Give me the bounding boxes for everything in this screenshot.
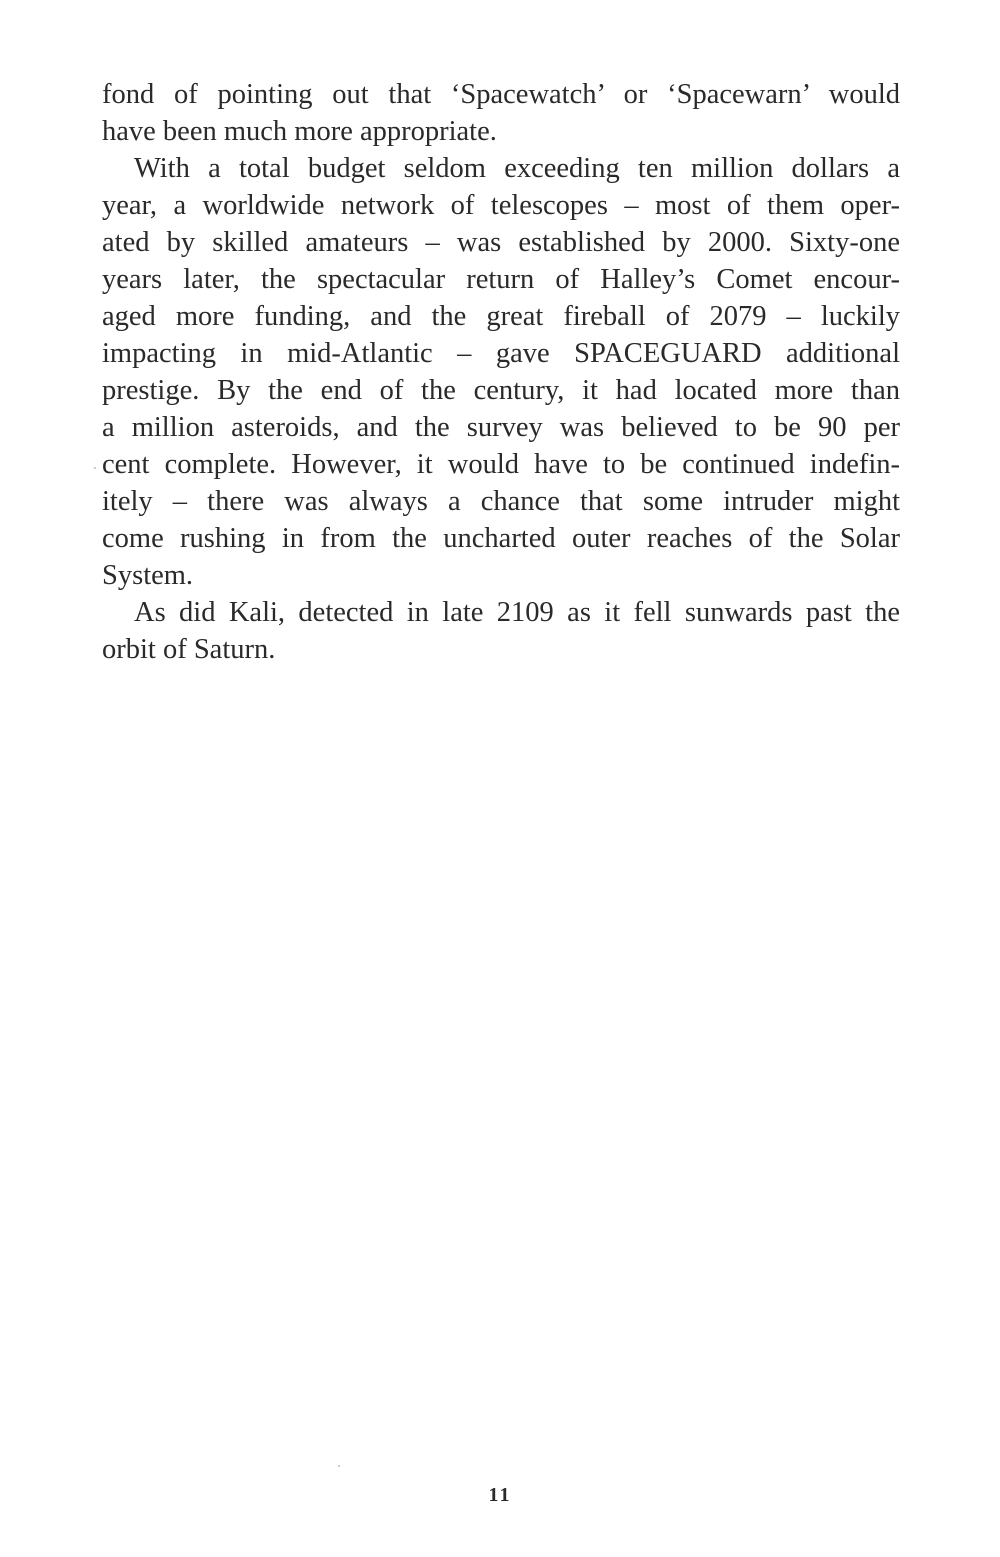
scan-speck bbox=[338, 1465, 340, 1467]
text-line: cent complete. However, it would have to be continued indefin- bbox=[102, 449, 900, 480]
text-line: year, a worldwide network of telescopes – most of them oper- bbox=[102, 190, 900, 221]
text-line: come rushing in from the uncharted outer reaches of the Solar bbox=[102, 523, 900, 554]
text-line: System. bbox=[102, 560, 194, 591]
text-line: orbit of Saturn. bbox=[102, 634, 276, 665]
scan-speck bbox=[94, 467, 96, 469]
text-line: fond of pointing out that ‘Spacewatch’ or ‘Spacewarn’ would bbox=[102, 79, 900, 110]
text-line: prestige. By the end of the century, it had located more than bbox=[102, 375, 900, 406]
text-line: As did Kali, detected in late 2109 as it fell sunwards past the bbox=[134, 597, 900, 628]
text-line: have been much more appropriate. bbox=[102, 116, 497, 147]
text-line: impacting in mid-Atlantic – gave SPACEGUARD additional bbox=[102, 338, 900, 369]
text-line: ated by skilled amateurs – was established by 2000. Sixty-one bbox=[102, 227, 900, 258]
body-text bbox=[102, 76, 900, 668]
text-line: a million asteroids, and the survey was believed to be 90 per bbox=[102, 412, 900, 443]
text-line: years later, the spectacular return of Halley’s Comet encour- bbox=[102, 264, 900, 295]
text-line: itely – there was always a chance that some intruder might bbox=[102, 486, 900, 517]
text-line: aged more funding, and the great fireball of 2079 – luckily bbox=[102, 301, 900, 332]
page-number: 11 bbox=[488, 1484, 512, 1506]
text-line: With a total budget seldom exceeding ten million dollars a bbox=[134, 153, 900, 184]
